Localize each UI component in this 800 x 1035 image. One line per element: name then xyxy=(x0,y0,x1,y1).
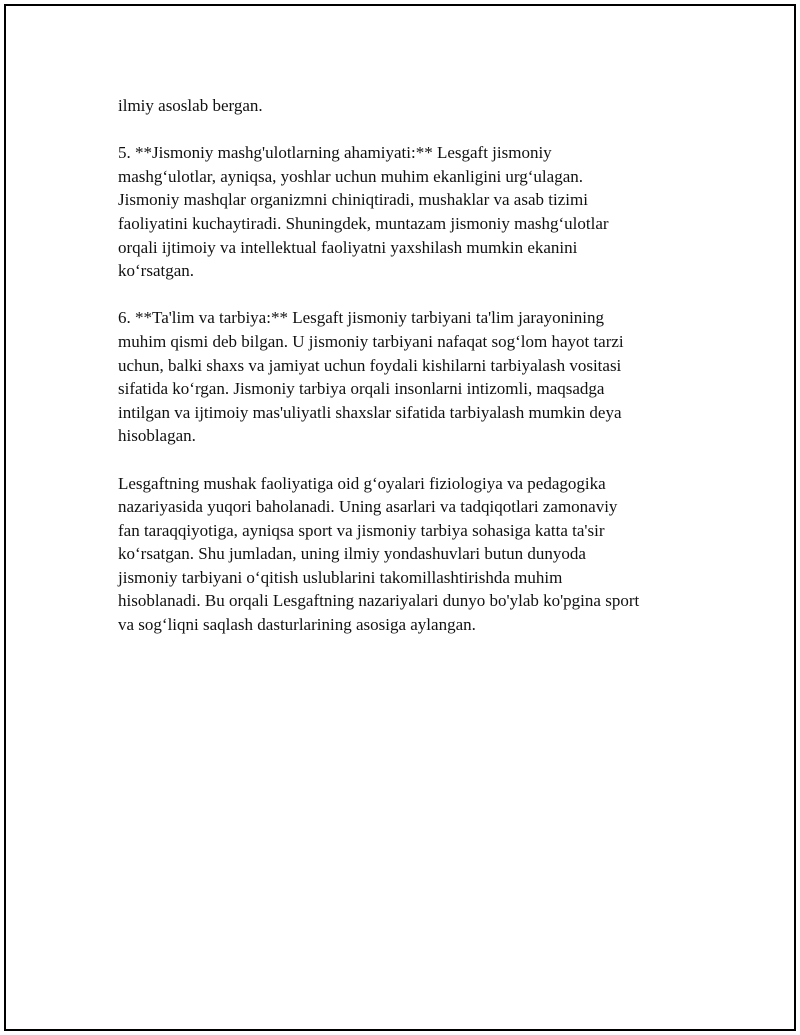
document-page xyxy=(4,4,796,1031)
paragraph-exercise-importance: 5. **Jismoniy mashg'ulotlarning ahamiyati:** Lesgaft jismoniy mashg‘ulotlar, ayniqsa, yoshlar uchun muhim ekanligini urg‘ulagan. Jismoniy mashqlar organizmni chiniqtiradi, mushaklar va asab tizimi faoliyatini kuchaytiradi. Shuningdek, muntazam jismoniy mashg‘ulotlar orqali ijtimoiy va intellektual faoliyatni yaxshilash mumkin ekanini ko‘rsatgan. xyxy=(118,143,609,281)
paragraph-education-upbringing: 6. **Ta'lim va tarbiya:** Lesgaft jismoniy tarbiyani ta'lim jarayonining muhim qismi deb bilgan. U jismoniy tarbiyani nafaqat sog‘lom hayot tarzi uchun, balki shaxs va jamiyat uchun foydali kishilarni tarbiyalash vositasi sifatida ko‘rgan. Jismoniy tarbiya orqali insonlarni intizomli, maqsadga intilgan va ijtimoiy mas'uliyatli shaxslar sifatida tarbiyalash mumkin deya hisoblagan. xyxy=(118,308,624,446)
paragraph-continuation: ilmiy asoslab bergan. xyxy=(118,96,263,115)
paragraph-conclusion: Lesgaftning mushak faoliyatiga oid g‘oyalari fiziologiya va pedagogika nazariyasida yuqori baholanadi. Uning asarlari va tadqiqotlari zamonaviy fan taraqqiyotiga, ayniqsa sport va jismoniy tarbiya sohasiga katta ta'sir ko‘rsatgan. Shu jumladan, uning ilmiy yondashuvlari butun dunyoda jismoniy tarbiyani o‘qitish uslublarini takomillashtirishda muhim hisoblanadi. Bu orqali Lesgaftning nazariyalari dunyo bo'ylab ko'pgina sport va sog‘liqni saqlash dasturlarining asosiga aylangan. xyxy=(118,473,640,635)
document-body xyxy=(118,94,698,660)
